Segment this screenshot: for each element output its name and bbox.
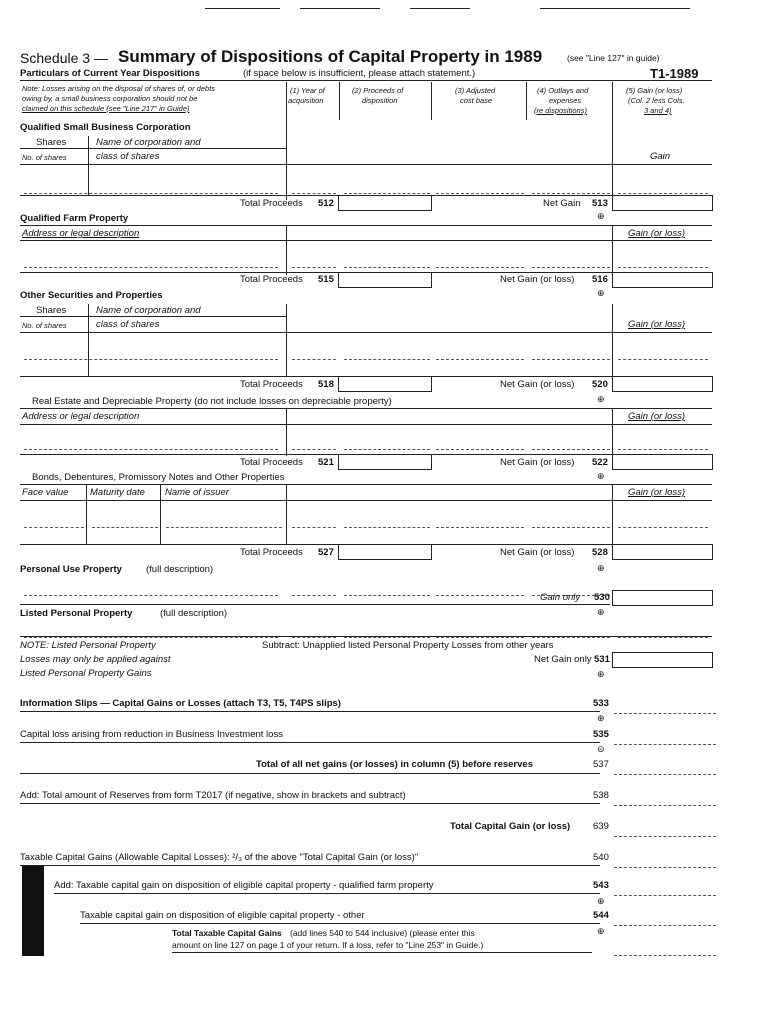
col5-header-3: 3 and 4): [644, 106, 672, 115]
personal-row-desc[interactable]: [24, 580, 278, 596]
farm-row1-outlays[interactable]: [532, 252, 610, 268]
total-net-label: Total of all net gains (or losses) in column (5) before reserves: [256, 759, 533, 770]
total-cap-line: 639: [593, 821, 609, 832]
farm-row1-gain[interactable]: [618, 252, 708, 268]
bonds-row1-face[interactable]: [24, 512, 84, 528]
realestate-row1-year[interactable]: [292, 434, 336, 450]
realestate-net-line: 522: [592, 457, 608, 468]
other-shares: Shares: [36, 305, 67, 316]
bonds-title: Bonds, Debentures, Promissory Notes and Other Properties: [32, 472, 285, 483]
bonds-total-line: 527: [318, 547, 334, 558]
personal-row-year[interactable]: [292, 580, 336, 596]
bonds-gain-label: Gain (or loss): [628, 487, 686, 498]
listed-desc: (full description): [160, 608, 228, 619]
realestate-address-label: Address or legal description: [22, 411, 140, 422]
realestate-row1-acb[interactable]: [436, 434, 524, 450]
qsbc-row1-proceeds[interactable]: [344, 178, 430, 194]
circle-plus-icon: ⊕: [597, 288, 605, 298]
listed-title: Listed Personal Property: [20, 608, 133, 619]
farm-total-line: 515: [318, 274, 334, 285]
reserves-label: Add: Total amount of Reserves from form T2017 (if negative, show in brackets and subtract): [20, 790, 406, 801]
other-row1-acb[interactable]: [436, 344, 524, 360]
qsbc-total-line: 512: [318, 198, 334, 209]
circle-plus-icon: ⊕: [597, 211, 605, 221]
qsbc-row1-acb[interactable]: [436, 178, 524, 194]
qsbc-no-shares: No. of shares: [22, 153, 67, 162]
header-rule: [20, 80, 712, 81]
realestate-total-proceeds[interactable]: [338, 454, 432, 470]
bonds-row1-acb[interactable]: [436, 512, 524, 528]
realestate-row1-gain[interactable]: [618, 434, 708, 450]
realestate-total-label: Total Proceeds: [240, 457, 303, 468]
guide-ref: (see "Line 127" in guide): [567, 53, 660, 63]
other-gain-label: Gain (or loss): [628, 319, 686, 330]
realestate-row1-proceeds[interactable]: [344, 434, 430, 450]
total-cap-label: Total Capital Gain (or loss): [450, 821, 571, 832]
personal-row-proceeds[interactable]: [344, 580, 430, 596]
farm-add-label: Add: Taxable capital gain on disposition of eligible capital property - qualified farm property: [54, 880, 434, 891]
circle-plus-icon: ⊕: [597, 607, 605, 617]
scan-mark: [410, 8, 470, 9]
listed-net-label: Net Gain only: [534, 654, 592, 665]
other-total-line: 518: [318, 379, 334, 390]
bonds-row1-outlays[interactable]: [532, 512, 610, 528]
farm-address-label: Address or legal description: [22, 228, 140, 239]
circle-plus-icon: ⊕: [597, 471, 605, 481]
subtitle: Particulars of Current Year Dispositions: [20, 68, 200, 79]
circle-plus-icon: ⊕: [597, 713, 605, 723]
other-row1-gain[interactable]: [618, 344, 708, 360]
final-total-amount[interactable]: [614, 940, 716, 956]
col5-header: (5) Gain (or loss): [626, 86, 683, 95]
qsbc-row1-desc[interactable]: [24, 178, 278, 194]
realestate-gain-label: Gain (or loss): [628, 411, 686, 422]
realestate-net-gain[interactable]: [612, 454, 713, 470]
realestate-title: Real Estate and Depreciable Property (do not include losses on depreciable property): [32, 396, 392, 407]
taxable-line: 540: [593, 852, 609, 863]
total-net-line: 537: [593, 759, 609, 770]
col3-header: (3) Adjusted: [455, 86, 496, 95]
circle-plus-icon: ⊕: [597, 926, 605, 936]
other-no-shares: No. of shares: [22, 321, 67, 330]
note-losses-1: Note: Losses arising on the disposal of shares of, or debts: [22, 84, 216, 93]
bonds-row1-proceeds[interactable]: [344, 512, 430, 528]
listed-subtract: Subtract: Unapplied listed Personal Property Losses from other years: [262, 640, 554, 651]
farm-total-label: Total Proceeds: [240, 274, 303, 285]
note-losses-2: owing by, a small business corporation should not be: [22, 94, 198, 103]
farm-title: Qualified Farm Property: [20, 213, 129, 224]
bonds-total-label: Total Proceeds: [240, 547, 303, 558]
note-listed-3: Listed Personal Property Gains: [20, 668, 152, 679]
farm-net-label: Net Gain (or loss): [500, 274, 575, 285]
other-add-line: 544: [593, 910, 609, 921]
info-slips-amount[interactable]: [614, 698, 716, 714]
bonds-issuer-label: Name of issuer: [165, 487, 229, 498]
farm-row1-acb[interactable]: [436, 252, 524, 268]
qsbc-net-line: 513: [592, 198, 608, 209]
bonds-row1-gain[interactable]: [618, 512, 708, 528]
circle-plus-icon: ⊕: [597, 896, 605, 906]
qsbc-row1-year[interactable]: [292, 178, 336, 194]
col1-header: (1) Year of: [290, 86, 325, 95]
farm-gain-label: Gain (or loss): [628, 228, 686, 239]
final-total-desc-1: (add lines 540 to 544 inclusive) (please enter this: [290, 928, 475, 938]
note-losses-3: claimed on this schedule (see "Line 217" in Guide): [22, 104, 190, 113]
bonds-maturity-label: Maturity date: [90, 487, 145, 498]
bil-amount[interactable]: [614, 729, 716, 745]
scan-mark: [205, 8, 280, 9]
personal-line: 530: [594, 592, 610, 603]
reserves-line: 538: [593, 790, 609, 801]
farm-add-amount[interactable]: [614, 880, 716, 896]
qsbc-total-label: Total Proceeds: [240, 198, 303, 209]
other-name-1: Name of corporation and: [96, 305, 201, 316]
realestate-net-label: Net Gain (or loss): [500, 457, 575, 468]
total-cap-amount[interactable]: [614, 821, 716, 837]
qsbc-net-label: Net Gain: [543, 198, 581, 209]
farm-add-line: 543: [593, 880, 609, 891]
scan-mark: [300, 8, 380, 9]
qsbc-shares: Shares: [36, 137, 67, 148]
listed-net-line: 531: [594, 654, 610, 665]
bonds-total-proceeds[interactable]: [338, 544, 432, 560]
bonds-row1-maturity[interactable]: [92, 512, 158, 528]
other-net-line: 520: [592, 379, 608, 390]
personal-desc: (full description): [146, 564, 214, 575]
other-name-2: class of shares: [96, 319, 160, 330]
info-slips-line: 533: [593, 698, 609, 709]
listed-net-amount[interactable]: [612, 652, 713, 668]
farm-row1-desc[interactable]: [24, 252, 278, 268]
qsbc-name-1: Name of corporation and: [96, 137, 201, 148]
personal-title: Personal Use Property: [20, 564, 122, 575]
note-listed-1: NOTE: Listed Personal Property: [20, 640, 156, 651]
qsbc-gain-label: Gain: [650, 151, 671, 162]
col2-header: (2) Proceeds of: [352, 86, 404, 95]
final-total-desc-2: amount on line 127 on page 1 of your return. If a loss, refer to "Line 253" in Guide.): [172, 940, 484, 950]
other-row1-year[interactable]: [292, 344, 336, 360]
bonds-net-line: 528: [592, 547, 608, 558]
final-total-label: Total Taxable Capital Gains: [172, 928, 282, 938]
other-row1-outlays[interactable]: [532, 344, 610, 360]
other-total-proceeds[interactable]: [338, 376, 432, 392]
total-net-amount[interactable]: [614, 759, 716, 775]
col4-header-2: expenses: [549, 96, 582, 105]
qsbc-row1-gain[interactable]: [618, 178, 708, 194]
farm-net-line: 516: [592, 274, 608, 285]
col4-header-3: (re dispositions): [534, 106, 587, 115]
col3-header-2: cost base: [460, 96, 493, 105]
taxable-label: Taxable Capital Gains (Allowable Capital Losses): ²/₃ of the above "Total Capital Gain (or loss)": [20, 852, 419, 863]
circle-plus-icon: ⊕: [597, 563, 605, 573]
schedule-label: Schedule 3 —: [20, 50, 108, 66]
reserves-amount[interactable]: [614, 790, 716, 806]
personal-row-acb[interactable]: [436, 580, 524, 596]
other-row1-proceeds[interactable]: [344, 344, 430, 360]
other-add-amount[interactable]: [614, 910, 716, 926]
other-total-label: Total Proceeds: [240, 379, 303, 390]
bonds-net-label: Net Gain (or loss): [500, 547, 575, 558]
realestate-total-line: 521: [318, 457, 334, 468]
col4-header: (4) Outlays and: [537, 86, 589, 95]
qsbc-title: Qualified Small Business Corporation: [20, 122, 191, 133]
taxable-amount[interactable]: [614, 852, 716, 868]
personal-gain-only: Gain only: [540, 592, 581, 603]
farm-row1-year[interactable]: [292, 252, 336, 268]
note-listed-2: Losses may only be applied against: [20, 654, 171, 665]
circle-minus-icon: ⊝: [597, 744, 605, 754]
qsbc-net-gain[interactable]: [612, 195, 713, 211]
realestate-row1-outlays[interactable]: [532, 434, 610, 450]
other-add-label: Taxable capital gain on disposition of eligible capital property - other: [80, 910, 365, 921]
col1-header-2: acquisition: [288, 96, 324, 105]
subtitle-note: (if space below is insufficient, please attach statement.): [243, 68, 476, 79]
bonds-row1-year[interactable]: [292, 512, 336, 528]
qsbc-name-2: class of shares: [96, 151, 160, 162]
circle-plus-icon: ⊕: [597, 394, 605, 404]
circle-plus-icon: ⊕: [597, 669, 605, 679]
farm-row1-proceeds[interactable]: [344, 252, 430, 268]
bil-label: Capital loss arising from reduction in Business Investment loss: [20, 729, 283, 740]
qsbc-total-proceeds[interactable]: [338, 195, 432, 211]
personal-gain-amount[interactable]: [612, 590, 713, 606]
col5-header-2: (Col. 2 less Cols.: [628, 96, 685, 105]
other-title: Other Securities and Properties: [20, 290, 163, 301]
col2-header-2: disposition: [362, 96, 398, 105]
farm-total-proceeds[interactable]: [338, 272, 432, 288]
form-id: T1-1989: [650, 66, 699, 81]
qsbc-row1-outlays[interactable]: [532, 178, 610, 194]
other-net-gain[interactable]: [612, 376, 713, 392]
page-title: Summary of Dispositions of Capital Property in 1989: [118, 47, 543, 66]
section-sidebar-bar: [22, 866, 44, 956]
other-net-label: Net Gain (or loss): [500, 379, 575, 390]
bonds-net-gain[interactable]: [612, 544, 713, 560]
farm-net-gain[interactable]: [612, 272, 713, 288]
scan-mark: [540, 8, 690, 9]
bonds-face-label: Face value: [22, 487, 69, 498]
bil-line: 535: [593, 729, 609, 740]
other-row1-desc[interactable]: [24, 344, 278, 360]
bonds-row1-issuer[interactable]: [166, 512, 282, 528]
realestate-row1-desc[interactable]: [24, 434, 278, 450]
info-slips-label: Information Slips — Capital Gains or Losses (attach T3, T5, T4PS slips): [20, 698, 341, 709]
